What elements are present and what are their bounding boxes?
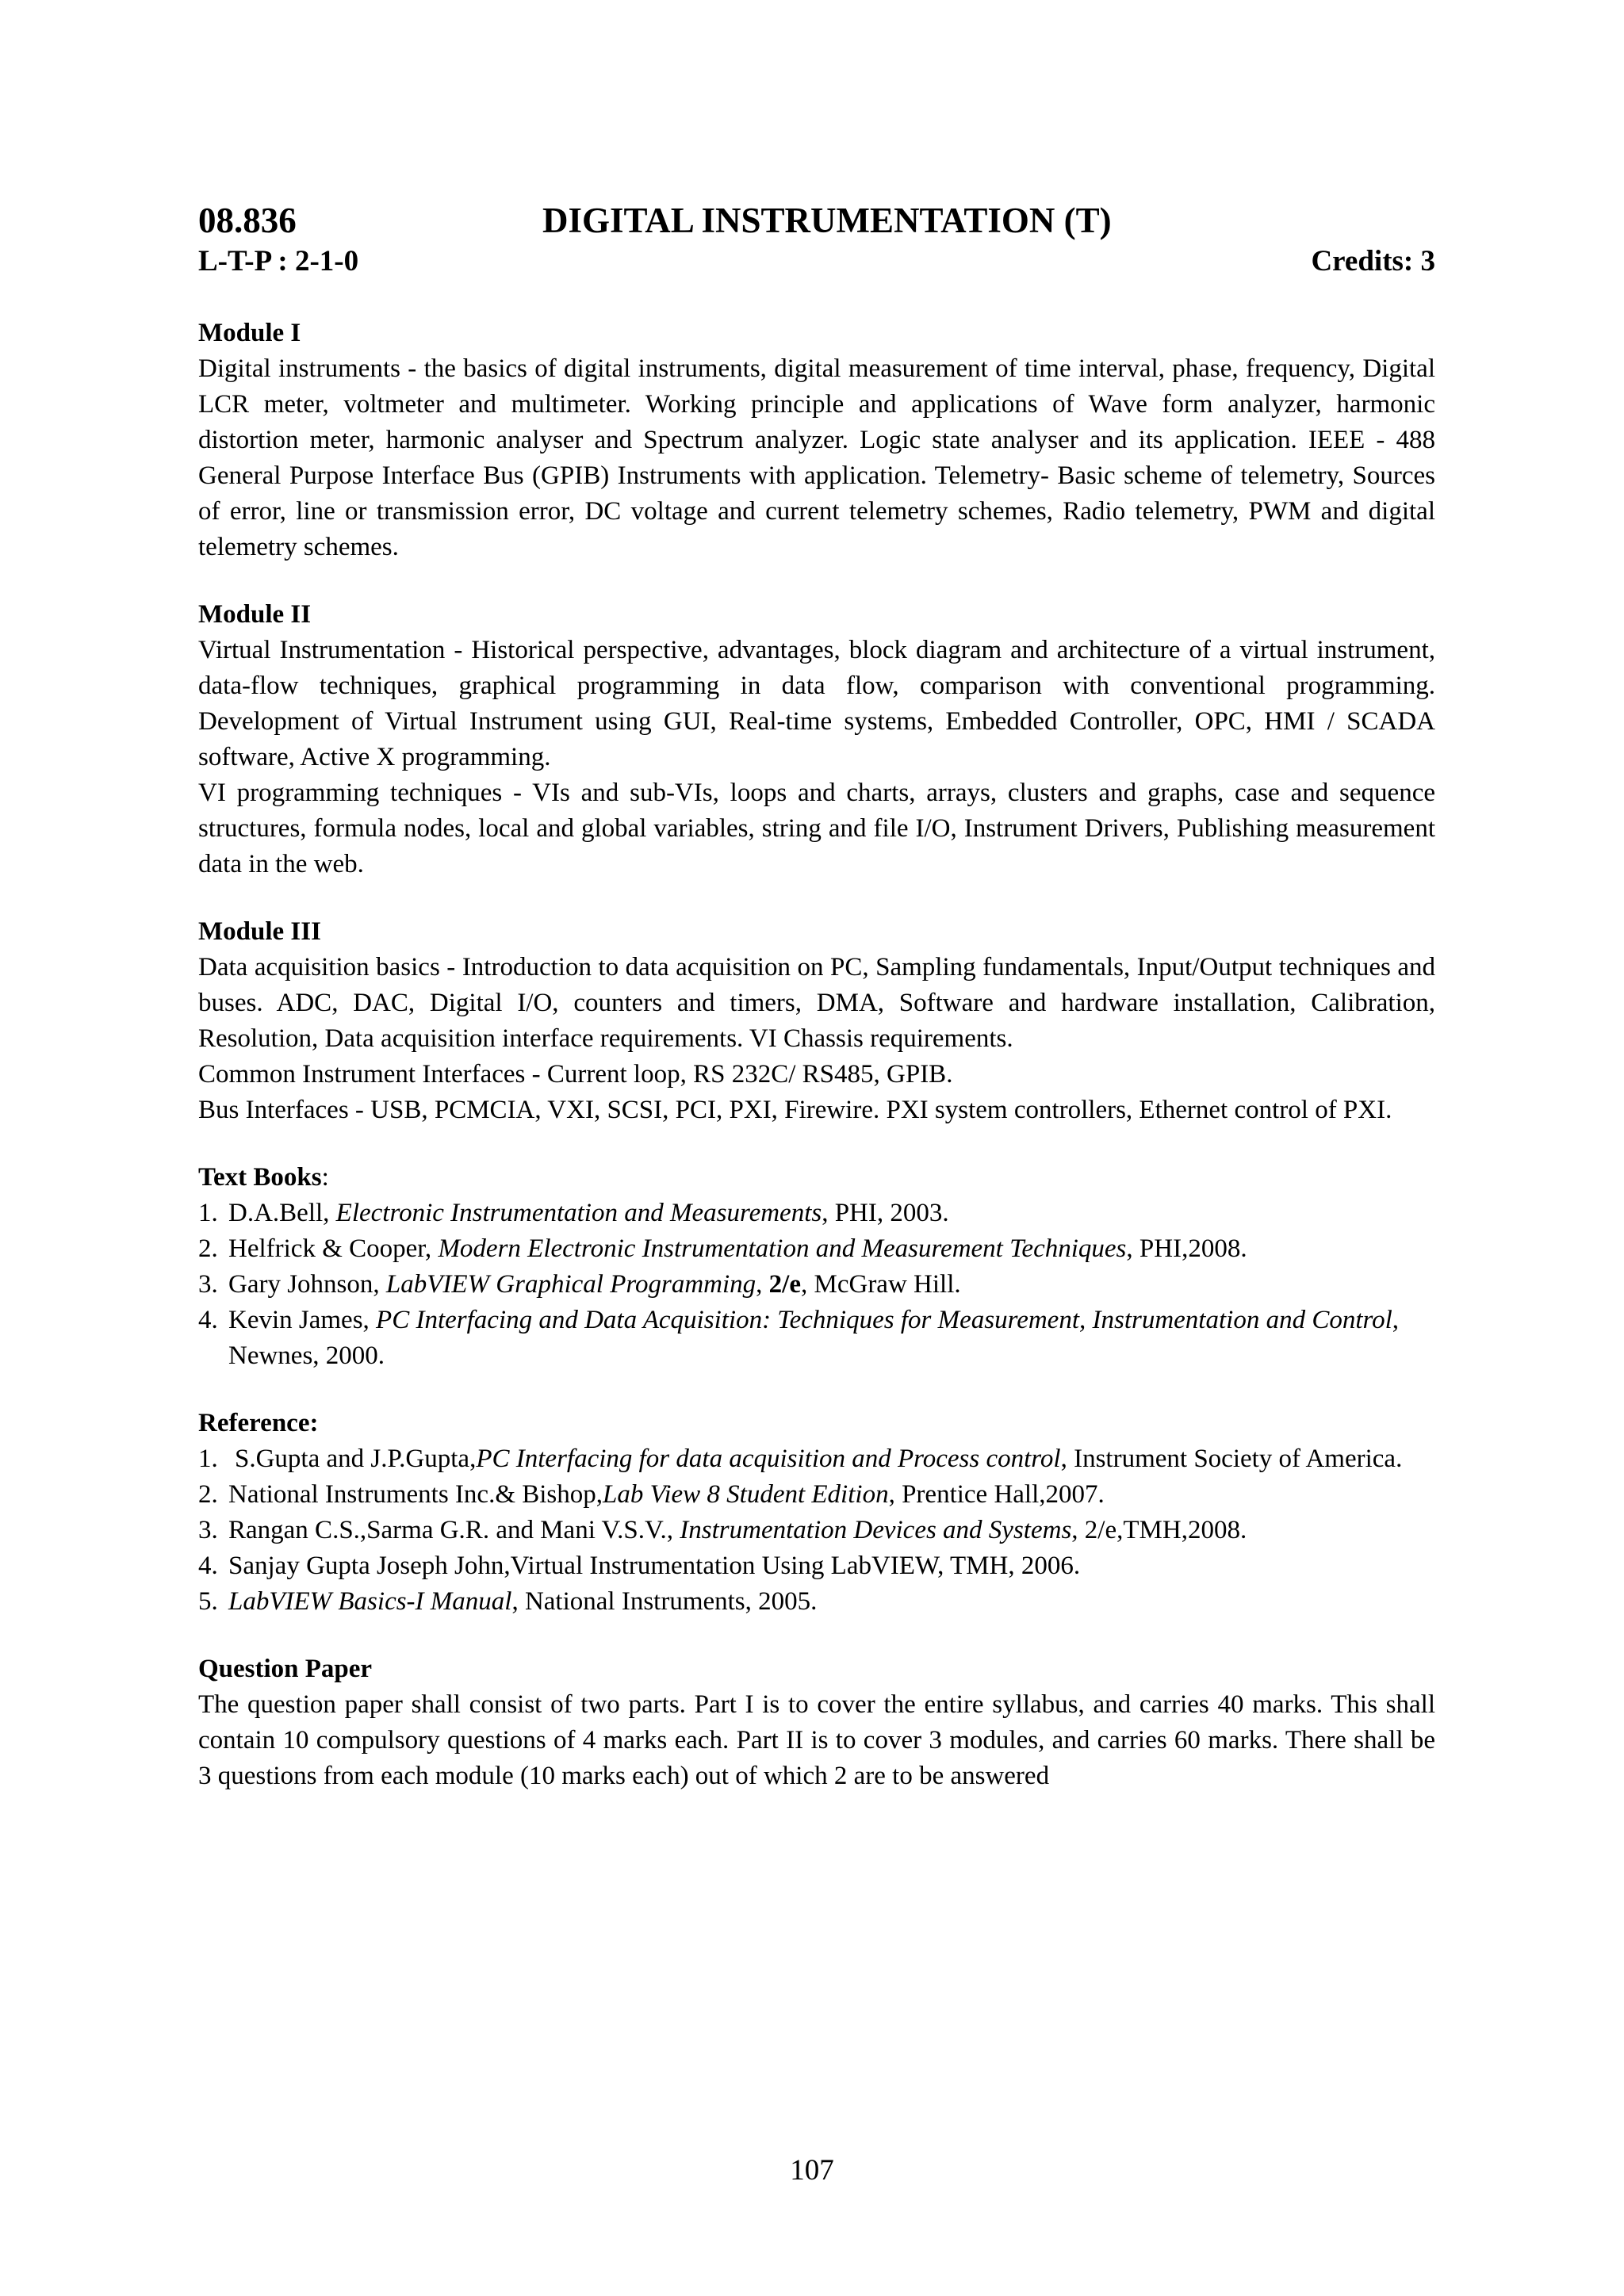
book-title: LabVIEW Graphical Programming (385, 1270, 756, 1299)
book-publisher: , Newnes, 2000. (228, 1306, 1400, 1370)
list-number: 2. (198, 1480, 218, 1509)
reference-list (198, 1441, 1435, 1620)
reference-publisher: , Instrument Society of America. (1060, 1445, 1403, 1473)
textbook-item (198, 1303, 1435, 1374)
page-number: 107 (790, 2154, 834, 2187)
book-title: Modern Electronic Instrumentation and Measurement Techniques (438, 1234, 1127, 1263)
course-code: 08.836 (198, 201, 297, 240)
reference-publisher: , Prentice Hall,2007. (888, 1480, 1105, 1509)
textbook-item (198, 1196, 1435, 1231)
list-number: 2. (198, 1234, 218, 1263)
textbooks-heading-colon: : (321, 1163, 329, 1192)
book-author: Gary Johnson, (228, 1270, 386, 1299)
book-title: Electronic Instrumentation and Measurements (335, 1199, 822, 1227)
reference-title: LabVIEW Basics-I Manual (228, 1587, 512, 1616)
textbooks-heading (198, 1160, 1435, 1196)
module-1-body (198, 351, 1435, 565)
course-header (198, 198, 1435, 243)
module-2-paragraph-2: VI programming techniques - VIs and sub-VIs, loops and charts, arrays, clusters and graphs, case and sequence structures, formula nodes, local and global variables, string and file I/O, Instrument Drivers, Publishing measurement data in the web. (198, 779, 1435, 878)
module-3-heading: Module III (198, 917, 321, 946)
question-paper-text: The question paper shall consist of two parts. Part I is to cover the entire syllabus, and carries 40 marks. This shall contain 10 compulsory questions of 4 marks each. Part II is to cover 3 modules, and carries 60 marks. There shall be 3 questions from each module (10 marks each) out of which 2 are to be answered (198, 1690, 1435, 1790)
list-number: 4. (198, 1306, 218, 1334)
module-1-heading: Module I (198, 319, 301, 347)
ltp-info: L-T-P : 2-1-0 (198, 245, 359, 277)
reference-publisher: , 2/e,TMH,2008. (1071, 1516, 1247, 1544)
reference-item (198, 1513, 1435, 1548)
list-number: 1. (198, 1199, 218, 1227)
module-2-body (198, 633, 1435, 882)
reference-item (198, 1477, 1435, 1513)
reference-author: Sanjay Gupta Joseph John,Virtual Instrumentation Using LabVIEW, TMH, 2006. (228, 1552, 1081, 1580)
question-paper-heading: Question Paper (198, 1655, 373, 1683)
book-author: D.A.Bell, (228, 1199, 336, 1227)
list-number: 1. (198, 1445, 218, 1473)
book-author: Kevin James, (228, 1306, 377, 1334)
textbook-item (198, 1267, 1435, 1303)
reference-item (198, 1548, 1435, 1584)
list-number: 3. (198, 1270, 218, 1299)
reference-author: Rangan C.S.,Sarma G.R. and Mani V.S.V., (228, 1516, 680, 1544)
reference-publisher: , National Instruments, 2005. (511, 1587, 818, 1616)
reference-heading: Reference: (198, 1409, 319, 1437)
reference-item (198, 1441, 1435, 1477)
reference-author: S.Gupta and J.P.Gupta, (235, 1445, 477, 1473)
book-publisher: , McGraw Hill. (801, 1270, 961, 1299)
list-number: 4. (198, 1552, 218, 1580)
reference-title: Instrumentation Devices and Systems (680, 1516, 1072, 1544)
textbooks-heading-label: Text Books (198, 1163, 322, 1192)
textbooks-list (198, 1196, 1435, 1374)
module-3-paragraph-1: Data acquisition basics - Introduction to data acquisition on PC, Sampling fundamentals, Input/Output techniques and buses. ADC, DAC, Digital I/O, counters and timers, DMA, Software and hardware installation, Calibration, Resolution, Data acquisition interface requirements. VI Chassis requirements. (198, 953, 1435, 1053)
reference-title: PC Interfacing for data acquisition and Process control (476, 1445, 1061, 1473)
list-number: 5. (198, 1587, 218, 1616)
module-2-heading: Module II (198, 600, 312, 629)
book-publisher: , PHI,2008. (1126, 1234, 1247, 1263)
book-publisher: , PHI, 2003. (822, 1199, 949, 1227)
book-edition: 2/e (768, 1270, 801, 1299)
module-1-paragraph: Digital instruments - the basics of digital instruments, digital measurement of time interval, phase, frequency, Digital LCR meter, voltmeter and multimeter. Working principle and applications of Wave form analyzer, harmonic distortion meter, harmonic analyser and Spectrum analyzer. Logic state analyser and its application. IEEE - 488 General Purpose Interface Bus (GPIB) Instruments with application. Telemetry- Basic scheme of telemetry, Sources of error, line or transmission error, DC voltage and current telemetry schemes, Radio telemetry, PWM and digital telemetry schemes. (198, 354, 1435, 561)
module-2-paragraph-1: Virtual Instrumentation - Historical perspective, advantages, block diagram and architecture of a virtual instrument, data-flow techniques, graphical programming in data flow, comparison with conventional programming. Development of Virtual Instrument using GUI, Real-time systems, Embedded Controller, OPC, HMI / SCADA software, Active X programming. (198, 636, 1435, 771)
page-content (198, 198, 1435, 1794)
reference-author: National Instruments Inc.& Bishop, (228, 1480, 603, 1509)
textbook-item (198, 1231, 1435, 1267)
module-3-paragraph-2: Common Instrument Interfaces - Current loop, RS 232C/ RS485, GPIB. (198, 1060, 953, 1089)
module-3-body (198, 950, 1435, 1128)
book-title: PC Interfacing and Data Acquisition: Techniques for Measurement, Instrumentation and Control (376, 1306, 1392, 1334)
credits-info: Credits: 3 (1311, 245, 1435, 277)
reference-item (198, 1584, 1435, 1620)
book-author: Helfrick & Cooper, (228, 1234, 439, 1263)
module-3-paragraph-3: Bus Interfaces - USB, PCMCIA, VXI, SCSI, PCI, PXI, Firewire. PXI system controllers, Ethernet control of PXI. (198, 1096, 1392, 1124)
course-subheader (198, 243, 1435, 281)
reference-title: Lab View 8 Student Edition (603, 1480, 889, 1509)
course-title: DIGITAL INSTRUMENTATION (T) (542, 201, 1112, 240)
list-number: 3. (198, 1516, 218, 1544)
book-separator: , (756, 1270, 769, 1299)
